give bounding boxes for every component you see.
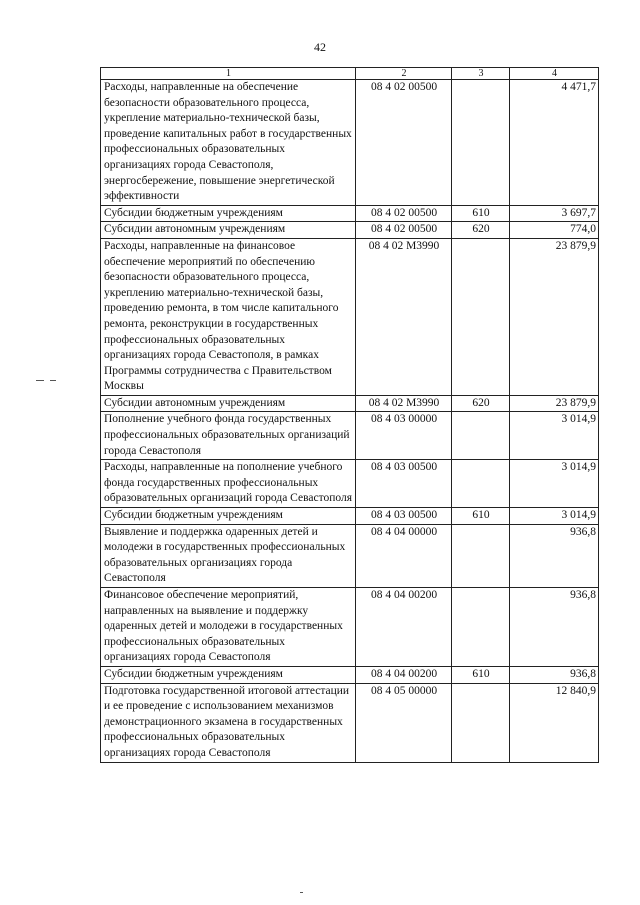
row-name: Субсидии автономным учреждениям [101, 222, 356, 239]
row-name: Субсидии бюджетным учреждениям [101, 508, 356, 525]
row-sum: 936,8 [510, 588, 599, 667]
row-code: 08 4 04 00200 [356, 588, 452, 667]
row-name: Пополнение учебного фонда государственных профессиональных образовательных организаций города Севастополя [101, 412, 356, 460]
row-name: Расходы, направленные на финансовое обеспечение мероприятий по обеспечению безопасности образовательного процесса, укреплению материально-технической базы, проведению ремонта, в том числе капитального ремонта, реконструкции в государственных профессиональных образовательных организациях города Севастополя, в рамках Программы сотрудничества с Правительством Москвы [101, 238, 356, 395]
row-kvr: 610 [452, 205, 510, 222]
table-row [101, 524, 599, 587]
row-kvr: 610 [452, 508, 510, 525]
row-kvr [452, 683, 510, 762]
table-row [101, 683, 599, 762]
row-code: 08 4 02 00500 [356, 222, 452, 239]
table-row [101, 238, 599, 395]
table-row [101, 395, 599, 412]
row-kvr [452, 412, 510, 460]
page-number: 42 [314, 40, 326, 54]
row-sum: 12 840,9 [510, 683, 599, 762]
row-code: 08 4 02 00500 [356, 205, 452, 222]
row-code: 08 4 02 M3990 [356, 395, 452, 412]
header-row [101, 68, 599, 80]
row-name: Расходы, направленные на обеспечение безопасности образовательного процесса, укрепление материально-технической базы, проведение капитальных работ в государственных профессиональных образовательных организациях города Севастополя, энергосбережение, повышение энергетической эффективности [101, 80, 356, 206]
row-kvr [452, 238, 510, 395]
row-code: 08 4 05 00000 [356, 683, 452, 762]
row-kvr: 610 [452, 666, 510, 683]
row-kvr [452, 80, 510, 206]
budget-table [100, 67, 599, 763]
table-row [101, 412, 599, 460]
header-col-2: 2 [356, 68, 452, 80]
row-name: Выявление и поддержка одаренных детей и молодежи в государственных профессиональных образовательных организациях города Севастополя [101, 524, 356, 587]
row-code: 08 4 02 00500 [356, 80, 452, 206]
header-col-3: 3 [452, 68, 510, 80]
row-name: Подготовка государственной итоговой аттестации и ее проведение с использованием механизмов демонстрационного экзамена в государственных профессиональных образовательных организациях города Севастополя [101, 683, 356, 762]
row-code: 08 4 04 00000 [356, 524, 452, 587]
row-kvr [452, 524, 510, 587]
row-sum: 936,8 [510, 666, 599, 683]
scan-mark [300, 892, 303, 893]
table-row [101, 460, 599, 508]
row-sum: 23 879,9 [510, 395, 599, 412]
row-sum: 3 014,9 [510, 460, 599, 508]
row-kvr: 620 [452, 395, 510, 412]
row-kvr [452, 588, 510, 667]
header-col-1: 1 [101, 68, 356, 80]
row-name: Субсидии бюджетным учреждениям [101, 666, 356, 683]
row-name: Субсидии автономным учреждениям [101, 395, 356, 412]
row-sum: 23 879,9 [510, 238, 599, 395]
table-row [101, 666, 599, 683]
row-kvr: 620 [452, 222, 510, 239]
table-row [101, 80, 599, 206]
table-row [101, 508, 599, 525]
table-row [101, 588, 599, 667]
row-sum: 936,8 [510, 524, 599, 587]
row-sum: 3 014,9 [510, 412, 599, 460]
table-row [101, 222, 599, 239]
scan-mark [36, 380, 44, 381]
header-col-4: 4 [510, 68, 599, 80]
row-sum: 3 697,7 [510, 205, 599, 222]
row-sum: 774,0 [510, 222, 599, 239]
row-code: 08 4 03 00500 [356, 460, 452, 508]
table-row [101, 205, 599, 222]
row-code: 08 4 04 00200 [356, 666, 452, 683]
row-sum: 3 014,9 [510, 508, 599, 525]
row-name: Расходы, направленные на пополнение учебного фонда государственных профессиональных образовательных организаций города Севастополя [101, 460, 356, 508]
row-kvr [452, 460, 510, 508]
scan-mark [50, 380, 56, 381]
row-code: 08 4 03 00500 [356, 508, 452, 525]
row-code: 08 4 03 00000 [356, 412, 452, 460]
row-name: Финансовое обеспечение мероприятий, направленных на выявление и поддержку одаренных детей и молодежи в государственных профессиональных образовательных организациях города Севастополя [101, 588, 356, 667]
row-name: Субсидии бюджетным учреждениям [101, 205, 356, 222]
row-sum: 4 471,7 [510, 80, 599, 206]
row-code: 08 4 02 M3990 [356, 238, 452, 395]
